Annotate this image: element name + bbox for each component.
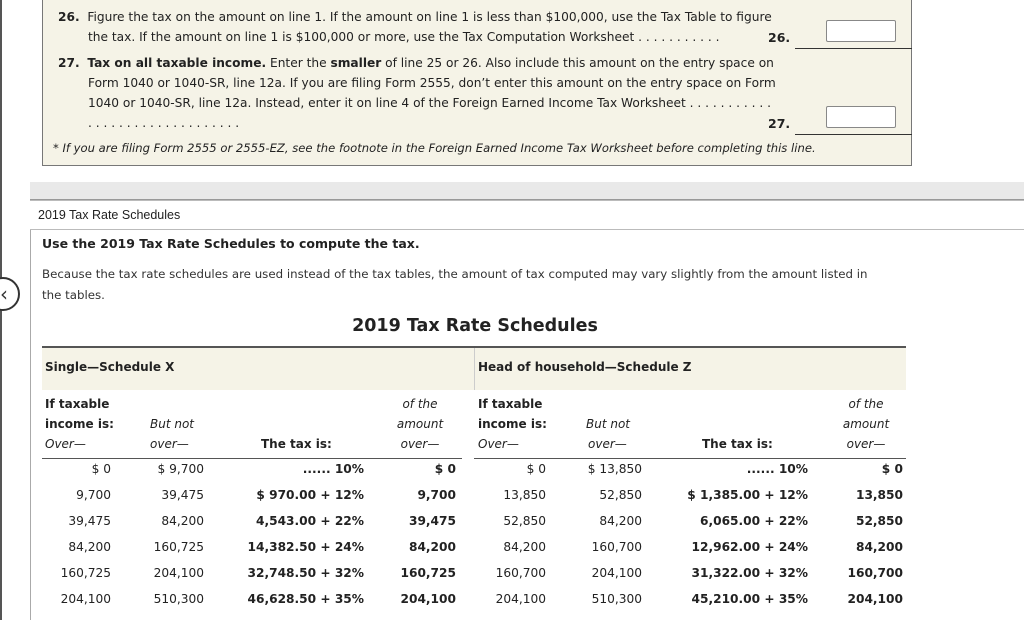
- z-col-amount: amount: [842, 417, 890, 431]
- z-row-6-but-not: 510,300: [591, 592, 642, 606]
- z-row-6-amount-over: 204,100: [847, 592, 903, 606]
- line-26-text-1: [58, 7, 772, 27]
- z-col-tax-is: The tax is:: [702, 437, 773, 451]
- z-col-of-the: of the: [848, 397, 884, 411]
- z-row-1-amount-over: $ 0: [881, 462, 903, 476]
- x-row-5-over: 160,725: [60, 566, 111, 580]
- x-row-3-over: 39,475: [68, 514, 111, 528]
- x-row-4-tax: 14,382.50 + 24%: [247, 540, 364, 554]
- x-col-but-not: But not: [150, 417, 195, 431]
- x-row-5-tax: 32,748.50 + 32%: [247, 566, 364, 580]
- line-27-desc-1a: Enter the: [266, 56, 331, 70]
- x-col-tax-is: The tax is:: [261, 437, 332, 451]
- z-col-but-not-over: over—: [588, 437, 627, 451]
- z-row-3-over: 52,850: [503, 514, 546, 528]
- section-bar: [30, 182, 1024, 200]
- x-row-3-amount-over: 39,475: [408, 514, 456, 528]
- line-27-underline: [795, 134, 912, 135]
- z-row-5-over: 160,700: [495, 566, 546, 580]
- line-27-text-3: 1040 or 1040-SR, line 12a. Instead, enter it on line 4 of the Foreign Earned Income Tax Worksheet . . . . . . . . . . .: [88, 96, 771, 110]
- line-26-text-2: [88, 27, 719, 47]
- schedule-x-name: Single—Schedule X: [45, 360, 175, 374]
- x-row-1-but-not: $ 9,700: [157, 462, 204, 476]
- back-button[interactable]: [0, 277, 20, 311]
- line-26-amount-input[interactable]: [826, 20, 896, 42]
- z-row-1-but-not: $ 13,850: [587, 462, 642, 476]
- z-row-2-tax: $ 1,385.00 + 12%: [687, 488, 808, 502]
- line-27-label: 27.: [768, 116, 791, 131]
- schedule-z-header: [474, 348, 906, 390]
- section-title-bar: [30, 200, 1024, 230]
- z-row-5-amount-over: 160,700: [847, 566, 903, 580]
- schedule-x-header: [42, 348, 474, 390]
- line-26-number: 26.: [58, 10, 80, 24]
- line-27-desc-1b: of line 25 or 26. Also include this amount on the entry space on: [381, 56, 774, 70]
- x-row-4-over: 84,200: [68, 540, 111, 554]
- line-27-amount-input[interactable]: [826, 106, 896, 128]
- schedule-title: 2019 Tax Rate Schedules: [352, 316, 598, 336]
- x-row-6-amount-over: 204,100: [400, 592, 456, 606]
- x-header-rule: [42, 458, 462, 459]
- x-col-if-taxable: If taxable: [45, 397, 110, 411]
- x-row-2-tax: $ 970.00 + 12%: [256, 488, 364, 502]
- note-text: Because the tax rate schedules are used instead of the tax tables, the amount of tax computed may vary slightly from the amount listed in the tables.: [42, 267, 868, 302]
- x-row-1-over: $ 0: [91, 462, 111, 476]
- x-row-3-but-not: 84,200: [161, 514, 204, 528]
- z-row-3-but-not: 84,200: [599, 514, 642, 528]
- z-row-3-tax: 6,065.00 + 22%: [699, 514, 808, 528]
- x-col-amount: amount: [396, 417, 444, 431]
- z-row-1-tax: ...... 10%: [746, 462, 808, 476]
- z-col-amount-over: over—: [846, 437, 886, 451]
- x-row-6-over: 204,100: [60, 592, 111, 606]
- x-row-6-but-not: 510,300: [153, 592, 204, 606]
- line-26-label: 26.: [768, 30, 791, 45]
- chevron-left-icon: ‹: [0, 282, 8, 306]
- x-row-2-amount-over: 9,700: [417, 488, 456, 502]
- z-row-6-over: 204,100: [495, 592, 546, 606]
- z-row-6-tax: 45,210.00 + 35%: [691, 592, 808, 606]
- z-col-if-taxable: If taxable: [478, 397, 543, 411]
- x-row-4-amount-over: 84,200: [408, 540, 456, 554]
- x-row-2-over: 9,700: [76, 488, 111, 502]
- schedule-z-name: Head of household—Schedule Z: [478, 360, 692, 374]
- x-col-but-not-over: over—: [150, 437, 189, 451]
- z-row-5-but-not: 204,100: [591, 566, 642, 580]
- z-col-income-is: income is:: [478, 417, 547, 431]
- x-row-5-but-not: 204,100: [153, 566, 204, 580]
- line-27-text-1: [58, 53, 774, 73]
- line-27-heading: Tax on all taxable income.: [87, 56, 267, 70]
- line-27-number: 27.: [58, 56, 80, 70]
- x-col-amount-over: over—: [400, 437, 440, 451]
- z-row-2-but-not: 52,850: [599, 488, 642, 502]
- line-26-desc-1: Figure the tax on the amount on line 1. If the amount on line 1 is less than $100,000, use the Tax Table to figure: [87, 10, 772, 24]
- line-27-text-2: Form 1040 or 1040-SR, line 12a. If you are filing Form 2555, don’t enter this amount on the entry space on Form: [88, 76, 776, 90]
- x-row-6-tax: 46,628.50 + 35%: [247, 592, 364, 606]
- instruction-text: Use the 2019 Tax Rate Schedules to compute the tax.: [42, 236, 420, 251]
- z-row-2-amount-over: 13,850: [855, 488, 903, 502]
- z-row-4-amount-over: 84,200: [855, 540, 903, 554]
- line-26-desc-2: the tax. If the amount on line 1 is $100,000 or more, use the Tax Computation Worksheet . . . . . . . . . . .: [88, 30, 720, 44]
- x-row-4-but-not: 160,725: [153, 540, 204, 554]
- line-27-smaller: smaller: [330, 56, 382, 70]
- z-col-but-not: But not: [586, 417, 631, 431]
- worksheet-footnote: * If you are filing Form 2555 or 2555-EZ, see the footnote in the Foreign Earned Income Tax Worksheet before completing this line.: [53, 141, 816, 155]
- line-27-text-4: . . . . . . . . . . . . . . . . . . . .: [88, 116, 240, 130]
- z-header-rule: [474, 458, 906, 459]
- z-row-2-over: 13,850: [503, 488, 546, 502]
- z-row-5-tax: 31,322.00 + 32%: [691, 566, 808, 580]
- z-row-4-but-not: 160,700: [591, 540, 642, 554]
- section-title: 2019 Tax Rate Schedules: [38, 208, 181, 222]
- z-col-over: Over—: [478, 437, 519, 451]
- tax-worksheet-box: [42, 0, 912, 166]
- x-col-of-the: of the: [402, 397, 438, 411]
- z-row-4-over: 84,200: [503, 540, 546, 554]
- x-row-2-but-not: 39,475: [161, 488, 204, 502]
- x-col-income-is: income is:: [45, 417, 114, 431]
- x-row-3-tax: 4,543.00 + 22%: [255, 514, 364, 528]
- x-row-1-amount-over: $ 0: [434, 462, 456, 476]
- z-row-4-tax: 12,962.00 + 24%: [691, 540, 808, 554]
- z-row-3-amount-over: 52,850: [855, 514, 903, 528]
- z-row-1-over: $ 0: [526, 462, 546, 476]
- line-26-underline: [795, 48, 912, 49]
- x-row-5-amount-over: 160,725: [400, 566, 456, 580]
- x-col-over: Over—: [45, 437, 86, 451]
- x-row-1-tax: ...... 10%: [302, 462, 364, 476]
